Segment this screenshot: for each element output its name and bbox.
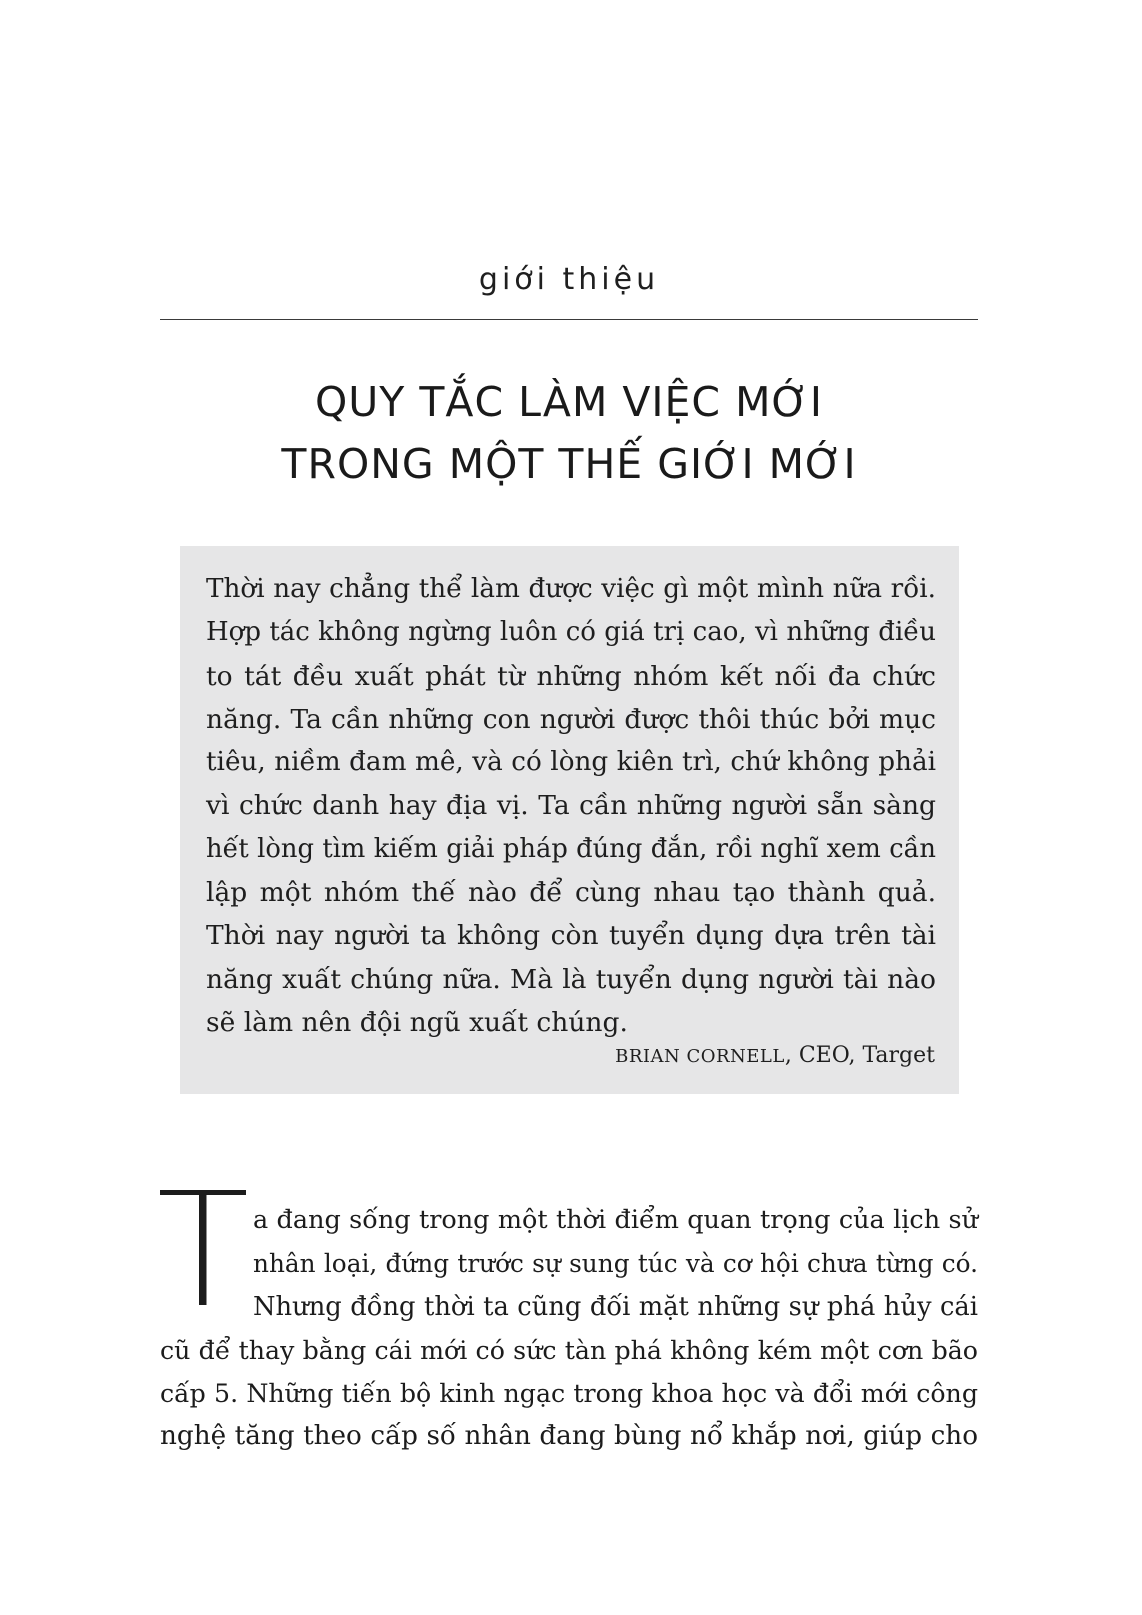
epigraph-attribution xyxy=(615,1043,935,1068)
epigraph-quote xyxy=(206,568,936,1044)
section-kicker: giới thiệu xyxy=(478,262,660,297)
attribution-author: BRIAN CORNELL xyxy=(615,1046,785,1067)
body-line: cấp 5. Những tiến bộ kinh ngạc trong khoa học và đổi mới công xyxy=(160,1379,978,1409)
body-line: cũ để thay bằng cái mới có sức tàn phá không kém một cơn bão xyxy=(160,1335,978,1365)
chapter-title-line: TRONG MỘT THẾ GIỚI MỚI xyxy=(281,440,857,488)
chapter-title xyxy=(160,371,978,495)
epigraph-line: Thời nay chẳng thể làm được việc gì một mình nữa rồi. xyxy=(206,574,936,604)
body-line: Nhưng đồng thời ta cũng đối mặt những sự phá hủy cái xyxy=(253,1291,978,1322)
epigraph-line: to tát đều xuất phát từ những nhóm kết nối đa chức xyxy=(206,660,936,692)
epigraph-line: hết lòng tìm kiếm giải pháp đúng đắn, rồi nghĩ xem cần xyxy=(206,833,936,864)
body-line: nghệ tăng theo cấp số nhân đang bùng nổ khắp nơi, giúp cho xyxy=(160,1421,978,1452)
epigraph-line: tiêu, niềm đam mê, và có lòng kiên trì, chứ không phải xyxy=(206,747,936,778)
epigraph-line: Hợp tác không ngừng luôn có giá trị cao, vì những điều xyxy=(206,617,936,648)
body-line: a đang sống trong một thời điểm quan trọng của lịch sử xyxy=(253,1205,978,1235)
epigraph-line: năng xuất chúng nữa. Mà là tuyển dụng người tài nào xyxy=(206,963,936,995)
body-text xyxy=(160,1199,978,1459)
chapter-title-line: QUY TẮC LÀM VIỆC MỚI xyxy=(315,378,823,426)
epigraph-line: vì chức danh hay địa vị. Ta cần những người sẵn sàng xyxy=(206,790,936,822)
epigraph-box xyxy=(180,546,959,1094)
epigraph-line: sẽ làm nên đội ngũ xuất chúng. xyxy=(206,1006,628,1038)
header-rule xyxy=(160,319,978,320)
body-line: nhân loại, đứng trước sự sung túc và cơ hội chưa từng có. xyxy=(253,1249,978,1279)
epigraph-line: Thời nay người ta không còn tuyển dụng dựa trên tài xyxy=(206,920,936,952)
epigraph-line: lập một nhóm thế nào để cùng nhau tạo thành quả. xyxy=(206,877,936,909)
epigraph-line: năng. Ta cần những con người được thôi thúc bởi mục xyxy=(206,703,936,735)
attribution-role: , CEO, Target xyxy=(784,1043,935,1068)
